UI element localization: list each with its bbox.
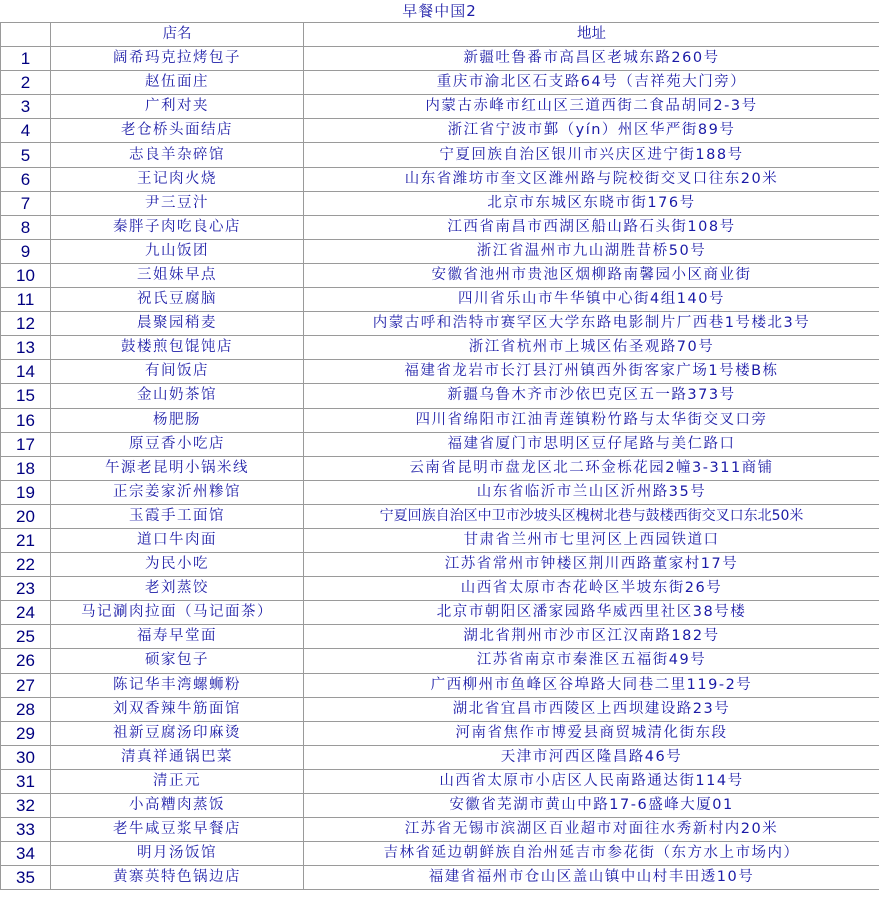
table-row xyxy=(1,215,879,239)
restaurant-table xyxy=(0,22,879,890)
row-number-cell[interactable]: 19 xyxy=(1,480,51,504)
shop-name-cell[interactable]: 志良羊杂碎馆 xyxy=(51,143,304,167)
table-row xyxy=(1,697,879,721)
row-number-cell[interactable]: 23 xyxy=(1,577,51,601)
row-number-cell[interactable]: 17 xyxy=(1,432,51,456)
table-row xyxy=(1,842,879,866)
row-number-cell[interactable]: 10 xyxy=(1,263,51,287)
row-number-cell[interactable]: 24 xyxy=(1,601,51,625)
address-cell[interactable]: 宁夏回族自治区中卫市沙坡头区槐树北巷与鼓楼西街交叉口东北50米 xyxy=(304,504,879,528)
row-number-cell[interactable]: 13 xyxy=(1,336,51,360)
row-number-cell[interactable]: 32 xyxy=(1,794,51,818)
address-cell[interactable]: 云南省昆明市盘龙区北二环金栎花园2幢3-311商铺 xyxy=(304,456,879,480)
row-number-cell[interactable]: 12 xyxy=(1,312,51,336)
address-cell[interactable]: 福建省厦门市思明区豆仔尾路与美仁路口 xyxy=(304,432,879,456)
address-cell[interactable]: 广西柳州市鱼峰区谷埠路大同巷二里119-2号 xyxy=(304,673,879,697)
row-number-cell[interactable]: 11 xyxy=(1,288,51,312)
table-row xyxy=(1,288,879,312)
shop-name-cell[interactable]: 有间饭店 xyxy=(51,360,304,384)
shop-name-cell[interactable]: 为民小吃 xyxy=(51,553,304,577)
address-cell[interactable]: 甘肃省兰州市七里河区上西园铁道口 xyxy=(304,528,879,552)
address-cell[interactable]: 湖北省荆州市沙市区江汉南路182号 xyxy=(304,625,879,649)
address-cell[interactable]: 湖北省宜昌市西陵区上西坝建设路23号 xyxy=(304,697,879,721)
table-row xyxy=(1,721,879,745)
table-row xyxy=(1,577,879,601)
address-cell[interactable]: 福建省福州市仓山区盖山镇中山村丰田透10号 xyxy=(304,866,879,890)
header-row xyxy=(1,23,879,47)
shop-name-cell[interactable]: 杨肥肠 xyxy=(51,408,304,432)
table-row xyxy=(1,167,879,191)
table-row xyxy=(1,553,879,577)
shop-name-cell[interactable]: 晨聚园稍麦 xyxy=(51,312,304,336)
address-cell[interactable]: 山东省潍坊市奎文区潍州路与院校街交叉口往东20米 xyxy=(304,167,879,191)
shop-name-cell[interactable]: 老仓桥头面结店 xyxy=(51,119,304,143)
address-cell[interactable]: 安徽省芜湖市黄山中路17-6盛峰大厦01 xyxy=(304,794,879,818)
address-cell[interactable]: 安徽省池州市贵池区烟柳路南馨园小区商业街 xyxy=(304,263,879,287)
shop-name-cell[interactable]: 老牛咸豆浆早餐店 xyxy=(51,818,304,842)
table-row xyxy=(1,95,879,119)
shop-name-cell[interactable]: 秦胖子肉吃良心店 xyxy=(51,215,304,239)
row-number-cell[interactable]: 5 xyxy=(1,143,51,167)
shop-name-cell[interactable]: 阔希玛克拉烤包子 xyxy=(51,47,304,71)
shop-name-cell[interactable]: 道口牛肉面 xyxy=(51,528,304,552)
shop-name-cell[interactable]: 小高糟肉蒸饭 xyxy=(51,794,304,818)
shop-name-cell[interactable]: 尹三豆汁 xyxy=(51,191,304,215)
address-cell[interactable]: 四川省乐山市牛华镇中心街4组140号 xyxy=(304,288,879,312)
row-number-cell[interactable]: 4 xyxy=(1,119,51,143)
table-row xyxy=(1,456,879,480)
address-cell[interactable]: 河南省焦作市博爱县商贸城清化街东段 xyxy=(304,721,879,745)
shop-name-cell[interactable]: 王记肉火烧 xyxy=(51,167,304,191)
shop-name-cell[interactable]: 金山奶茶馆 xyxy=(51,384,304,408)
row-number-cell[interactable]: 8 xyxy=(1,215,51,239)
shop-name-cell[interactable]: 陈记华丰湾螺蛳粉 xyxy=(51,673,304,697)
shop-name-cell[interactable]: 清正元 xyxy=(51,769,304,793)
table-row xyxy=(1,360,879,384)
address-cell[interactable]: 重庆市渝北区石支路64号（吉祥苑大门旁） xyxy=(304,71,879,95)
row-number-cell[interactable]: 15 xyxy=(1,384,51,408)
row-number-cell[interactable]: 28 xyxy=(1,697,51,721)
shop-name-cell[interactable]: 赵伍面庄 xyxy=(51,71,304,95)
header-cell-name[interactable]: 店名 xyxy=(51,23,304,47)
sheet-title: 早餐中国2 xyxy=(402,2,477,20)
address-cell[interactable]: 浙江省杭州市上城区佑圣观路70号 xyxy=(304,336,879,360)
table-row xyxy=(1,504,879,528)
shop-name-cell[interactable]: 玉霞手工面馆 xyxy=(51,504,304,528)
address-cell[interactable]: 山西省太原市小店区人民南路通达街114号 xyxy=(304,769,879,793)
table-row xyxy=(1,263,879,287)
table-row xyxy=(1,745,879,769)
shop-name-cell[interactable]: 广利对夹 xyxy=(51,95,304,119)
row-number-cell[interactable]: 26 xyxy=(1,649,51,673)
table-row xyxy=(1,408,879,432)
shop-name-cell[interactable]: 原豆香小吃店 xyxy=(51,432,304,456)
row-number-cell[interactable]: 22 xyxy=(1,553,51,577)
table-row xyxy=(1,71,879,95)
address-cell[interactable]: 浙江省宁波市鄞（yín）州区华严街89号 xyxy=(304,119,879,143)
table-row xyxy=(1,673,879,697)
row-number-cell[interactable]: 3 xyxy=(1,95,51,119)
shop-name-cell[interactable]: 刘双香辣牛筋面馆 xyxy=(51,697,304,721)
shop-name-cell[interactable]: 三姐妹早点 xyxy=(51,263,304,287)
address-cell[interactable]: 四川省绵阳市江油青莲镇粉竹路与太华街交叉口旁 xyxy=(304,408,879,432)
row-number-cell[interactable]: 30 xyxy=(1,745,51,769)
shop-name-cell[interactable]: 福寿早堂面 xyxy=(51,625,304,649)
table-row xyxy=(1,818,879,842)
row-number-cell[interactable]: 9 xyxy=(1,239,51,263)
table-row xyxy=(1,432,879,456)
table-row xyxy=(1,601,879,625)
address-cell[interactable]: 新疆乌鲁木齐市沙依巴克区五一路373号 xyxy=(304,384,879,408)
shop-name-cell[interactable]: 黄寨英特色锅边店 xyxy=(51,866,304,890)
row-number-cell[interactable]: 20 xyxy=(1,504,51,528)
table-row xyxy=(1,480,879,504)
address-cell[interactable]: 新疆吐鲁番市高昌区老城东路260号 xyxy=(304,47,879,71)
table-row xyxy=(1,528,879,552)
row-number-cell[interactable]: 7 xyxy=(1,191,51,215)
table-row xyxy=(1,769,879,793)
row-number-cell[interactable]: 21 xyxy=(1,528,51,552)
shop-name-cell[interactable]: 马记涮肉拉面（马记面茶） xyxy=(51,601,304,625)
table-row xyxy=(1,625,879,649)
address-cell[interactable]: 江苏省南京市秦淮区五福街49号 xyxy=(304,649,879,673)
table-row xyxy=(1,312,879,336)
address-cell[interactable]: 内蒙古赤峰市红山区三道西街二食品胡同2-3号 xyxy=(304,95,879,119)
address-cell[interactable]: 山西省太原市杏花岭区半坡东街26号 xyxy=(304,577,879,601)
row-number-cell[interactable]: 27 xyxy=(1,673,51,697)
address-cell[interactable]: 吉林省延边朝鲜族自治州延吉市参花街（东方水上市场内） xyxy=(304,842,879,866)
table-row xyxy=(1,336,879,360)
address-cell[interactable]: 福建省龙岩市长汀县汀州镇西外街客家广场1号楼B栋 xyxy=(304,360,879,384)
table-row xyxy=(1,143,879,167)
table-row xyxy=(1,384,879,408)
address-cell[interactable]: 山东省临沂市兰山区沂州路35号 xyxy=(304,480,879,504)
row-number-cell[interactable]: 16 xyxy=(1,408,51,432)
row-number-cell[interactable]: 18 xyxy=(1,456,51,480)
shop-name-cell[interactable]: 老刘蒸饺 xyxy=(51,577,304,601)
row-number-cell[interactable]: 29 xyxy=(1,721,51,745)
address-cell[interactable]: 北京市东城区东晓市街176号 xyxy=(304,191,879,215)
header-cell-index[interactable] xyxy=(1,23,51,47)
address-cell[interactable]: 江西省南昌市西湖区船山路石头街108号 xyxy=(304,215,879,239)
table-row xyxy=(1,794,879,818)
header-cell-address[interactable]: 地址 xyxy=(304,23,879,47)
address-cell[interactable]: 天津市河西区隆昌路46号 xyxy=(304,745,879,769)
shop-name-cell[interactable]: 鼓楼煎包馄饨店 xyxy=(51,336,304,360)
row-number-cell[interactable]: 1 xyxy=(1,47,51,71)
address-cell[interactable]: 江苏省常州市钟楼区荆川西路董家村17号 xyxy=(304,553,879,577)
shop-name-cell[interactable]: 清真祥通锅巴菜 xyxy=(51,745,304,769)
row-number-cell[interactable]: 35 xyxy=(1,866,51,890)
shop-name-cell[interactable]: 祖新豆腐汤印麻烫 xyxy=(51,721,304,745)
shop-name-cell[interactable]: 九山饭团 xyxy=(51,239,304,263)
shop-name-cell[interactable]: 正宗姜家沂州糁馆 xyxy=(51,480,304,504)
row-number-cell[interactable]: 6 xyxy=(1,167,51,191)
row-number-cell[interactable]: 2 xyxy=(1,71,51,95)
shop-name-cell[interactable]: 午源老昆明小锅米线 xyxy=(51,456,304,480)
table-row xyxy=(1,239,879,263)
table-row xyxy=(1,649,879,673)
row-number-cell[interactable]: 14 xyxy=(1,360,51,384)
row-number-cell[interactable]: 33 xyxy=(1,818,51,842)
shop-name-cell[interactable]: 明月汤饭馆 xyxy=(51,842,304,866)
table-row xyxy=(1,119,879,143)
address-cell[interactable]: 北京市朝阳区潘家园路华威西里社区38号楼 xyxy=(304,601,879,625)
shop-name-cell[interactable]: 硕家包子 xyxy=(51,649,304,673)
row-number-cell[interactable]: 34 xyxy=(1,842,51,866)
row-number-cell[interactable]: 31 xyxy=(1,769,51,793)
table-row xyxy=(1,191,879,215)
address-cell[interactable]: 内蒙古呼和浩特市赛罕区大学东路电影制片厂西巷1号楼北3号 xyxy=(304,312,879,336)
table-row xyxy=(1,866,879,890)
address-cell[interactable]: 宁夏回族自治区银川市兴庆区进宁街188号 xyxy=(304,143,879,167)
row-number-cell[interactable]: 25 xyxy=(1,625,51,649)
shop-name-cell[interactable]: 祝氏豆腐脑 xyxy=(51,288,304,312)
address-cell[interactable]: 江苏省无锡市滨湖区百业超市对面往水秀新村内20米 xyxy=(304,818,879,842)
address-cell[interactable]: 浙江省温州市九山湖胜昔桥50号 xyxy=(304,239,879,263)
table-row xyxy=(1,47,879,71)
